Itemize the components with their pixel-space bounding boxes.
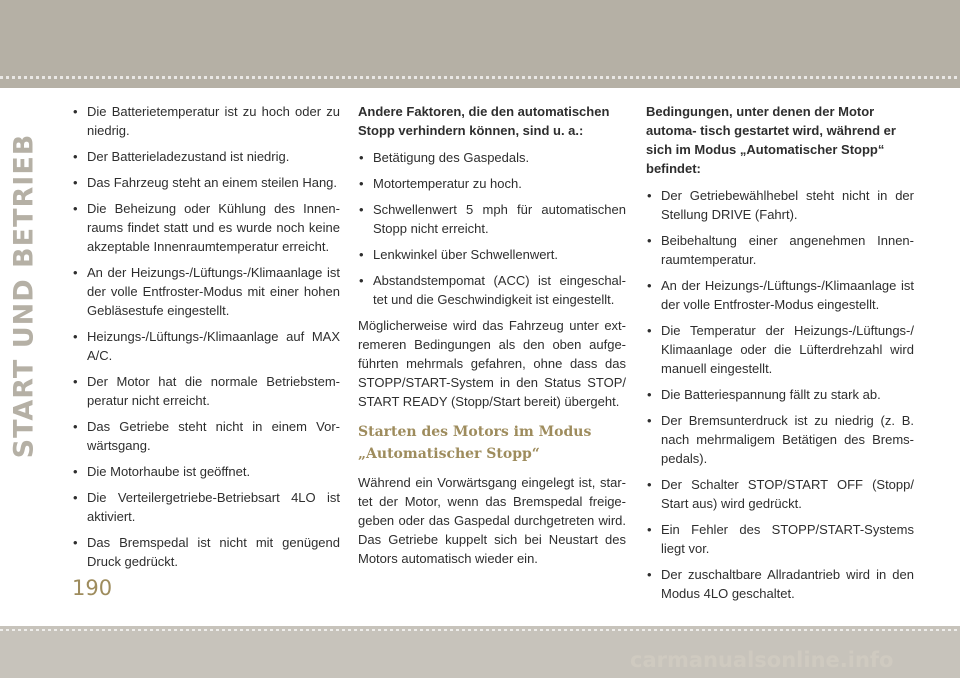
factors-heading: Andere Faktoren, die den automatischen Stopp verhindern können, sind u. a.:	[358, 104, 610, 138]
body-paragraph: Möglicherweise wird das Fahrzeug unter ext- remeren Bedingungen als den oben aufge- führten mehrmals gefahren, ohne dass das STOPP/START-System in den Status STOP/ START READY (Stopp/Start bereit) übergeht.	[358, 318, 626, 409]
list-item: • Lenkwinkel über Schwellenwert.	[358, 245, 626, 264]
list-item: • Der zuschaltbare Allradantrieb wird in den Modus 4LO geschaltet.	[646, 565, 914, 603]
bullet-list-1	[72, 102, 340, 571]
section-paragraph: Während ein Vorwärtsgang eingelegt ist, star- tet der Motor, wenn das Bremspedal freige- geben oder das Gaspedal durchgetreten wird. Das Getriebe kuppelt sich bei Neustart des Motors automatisch wieder ein.	[358, 475, 626, 566]
list-item: • Die Batterietemperatur ist zu hoch oder zu niedrig.	[72, 102, 340, 140]
section-title	[358, 421, 626, 465]
list-item: • Schwellenwert 5 mph für automatischen Stopp nicht erreicht.	[358, 200, 626, 238]
list-item: • Der Bremsunterdruck ist zu niedrig (z. B. nach mehrmaligem Betätigen des Brems- pedals).	[646, 411, 914, 468]
list-item: • Das Getriebe steht nicht in einem Vor- wärtsgang.	[72, 417, 340, 455]
list-item: • An der Heizungs-/Lüftungs-/Klimaanlage ist der volle Entfroster-Modus mit einer hohen Gebläsestufe eingestellt.	[72, 263, 340, 320]
page-number: 190	[72, 576, 113, 600]
header-dotted-rule	[0, 76, 960, 79]
column-1	[72, 102, 340, 578]
bullet-list-2	[358, 148, 626, 309]
list-item: • Der Getriebewählhebel steht nicht in der Stellung DRIVE (Fahrt).	[646, 186, 914, 224]
column-3	[646, 102, 914, 610]
list-item: • Abstandstempomat (ACC) ist eingeschal- tet und die Geschwindigkeit ist eingestellt.	[358, 271, 626, 309]
list-item: • Betätigung des Gaspedals.	[358, 148, 626, 167]
list-item: • Der Batterieladezustand ist niedrig.	[72, 147, 340, 166]
list-item: • Das Bremspedal ist nicht mit genügend Druck gedrückt.	[72, 533, 340, 571]
list-item: • Der Schalter STOP/START OFF (Stopp/ Start aus) wird gedrückt.	[646, 475, 914, 513]
list-item: • Die Batteriespannung fällt zu stark ab.	[646, 385, 914, 404]
list-item: • Die Temperatur der Heizungs-/Lüftungs-/ Klimaanlage oder die Lüfterdrehzahl wird manuell eingestellt.	[646, 321, 914, 378]
list-item: • Ein Fehler des STOPP/START-Systems liegt vor.	[646, 520, 914, 558]
section-title-line-1: Starten des Motors im Modus	[358, 424, 592, 440]
list-item: • Motortemperatur zu hoch.	[358, 174, 626, 193]
column-2	[358, 102, 626, 576]
chapter-side-title: START UND BETRIEB	[8, 133, 40, 459]
list-item: • Das Fahrzeug steht an einem steilen Hang.	[72, 173, 340, 192]
bullet-list-3	[646, 186, 914, 603]
section-title-line-2: „Automatischer Stopp“	[358, 446, 540, 462]
watermark: carmanualsonline.info	[630, 648, 894, 672]
list-item: • An der Heizungs-/Lüftungs-/Klimaanlage ist der volle Entfroster-Modus eingestellt.	[646, 276, 914, 314]
header-band	[0, 0, 960, 88]
list-item: • Die Beheizung oder Kühlung des Innen- raums findet statt und es wurde noch keine akzeptable Innenraumtemperatur erreicht.	[72, 199, 340, 256]
footer-dotted-rule	[0, 629, 960, 631]
list-item: • Die Motorhaube ist geöffnet.	[72, 462, 340, 481]
list-item: • Beibehaltung einer angenehmen Innen- raumtemperatur.	[646, 231, 914, 269]
list-item: • Heizungs-/Lüftungs-/Klimaanlage auf MAX A/C.	[72, 327, 340, 365]
list-item: • Die Verteilergetriebe-Betriebsart 4LO ist aktiviert.	[72, 488, 340, 526]
conditions-heading: Bedingungen, unter denen der Motor automa- tisch gestartet wird, während er sich im Modus „Automatischer Stopp“ befindet:	[646, 104, 896, 176]
list-item: • Der Motor hat die normale Betriebstem- peratur nicht erreicht.	[72, 372, 340, 410]
